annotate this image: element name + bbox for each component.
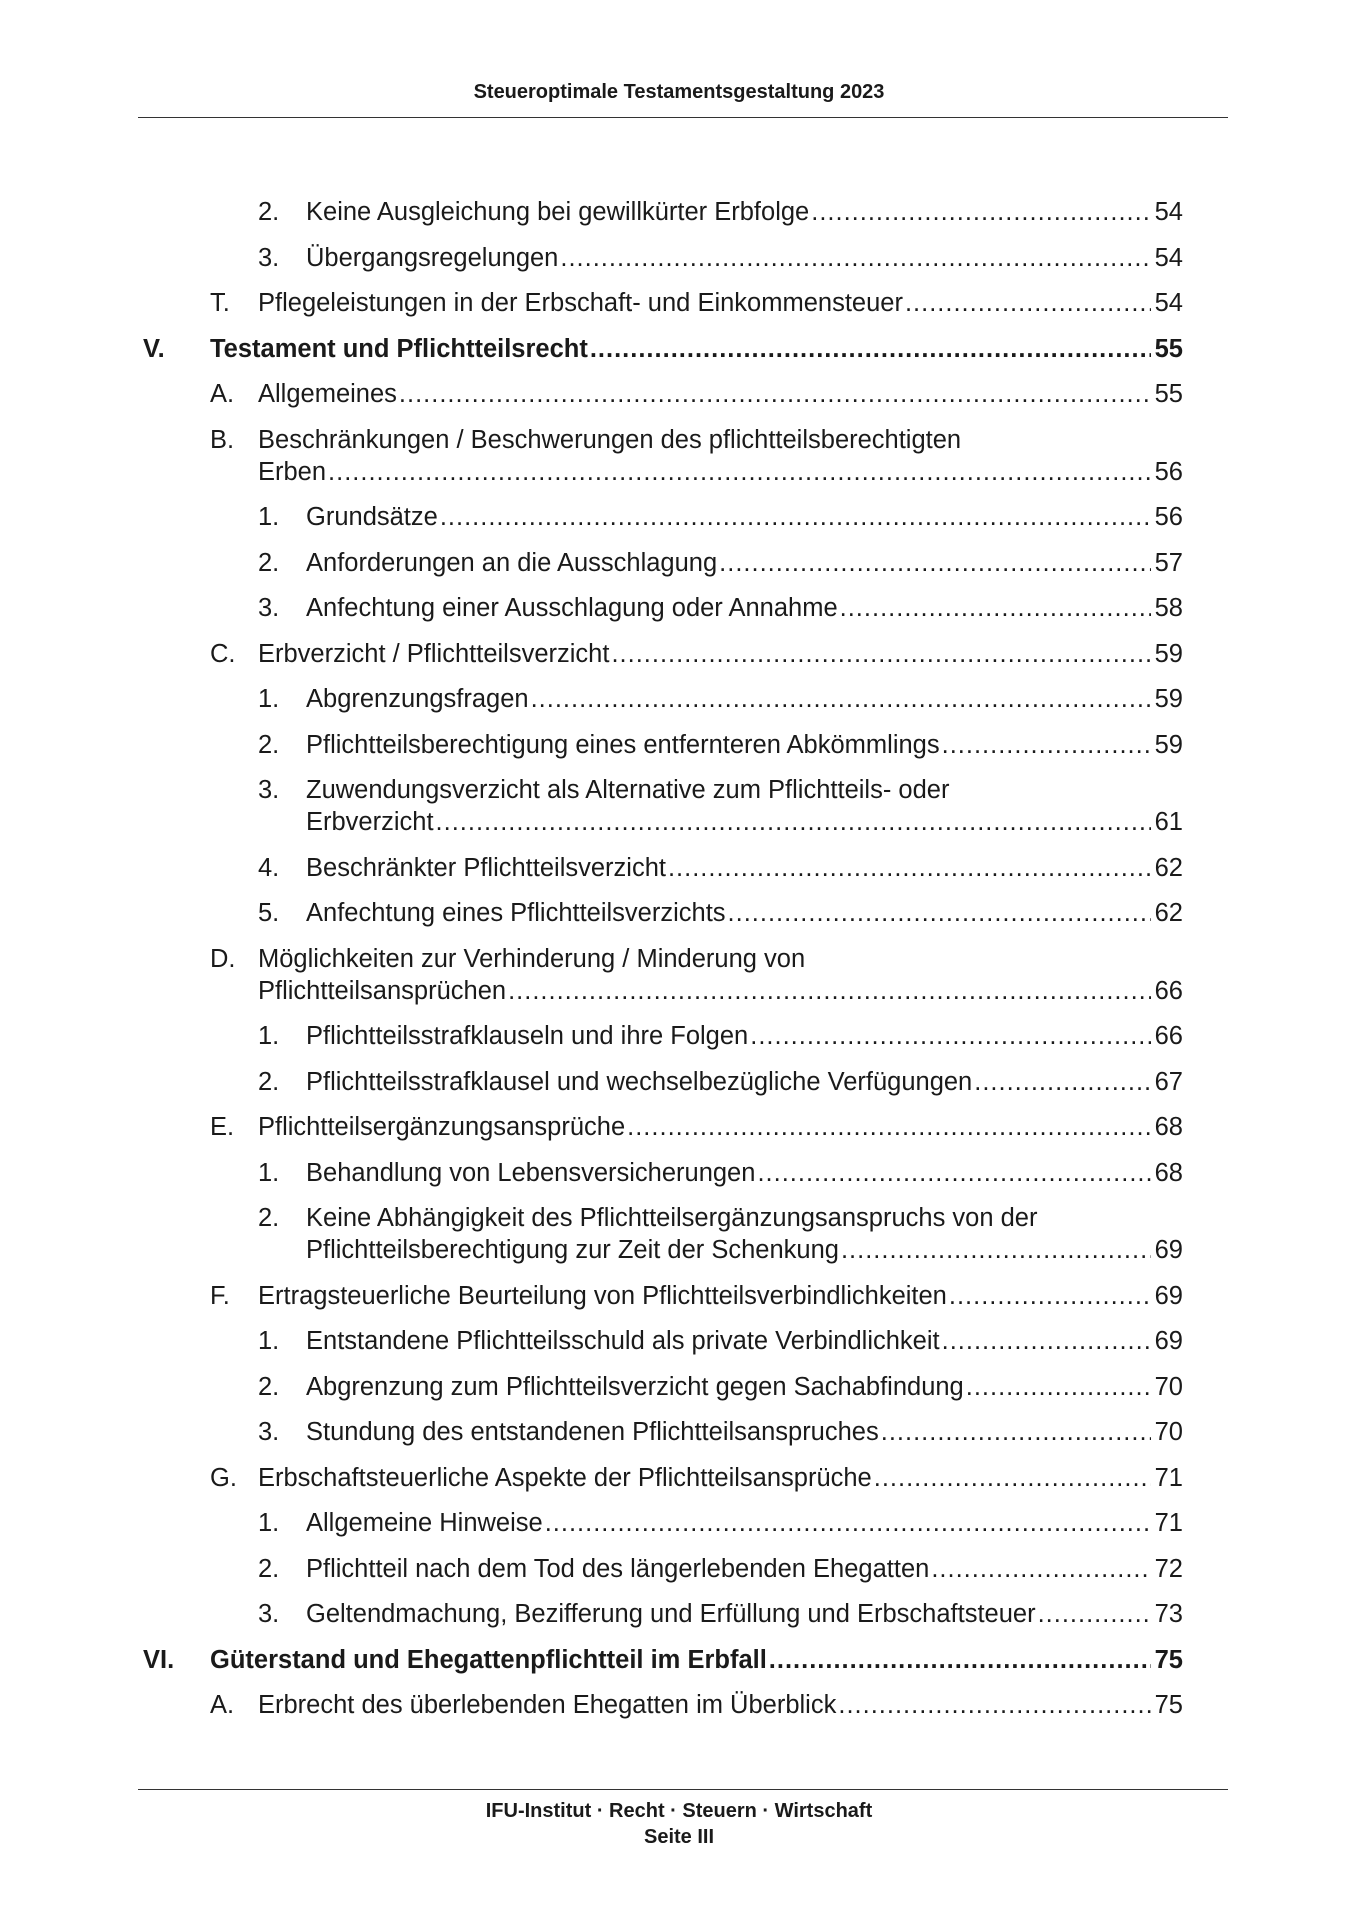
toc-page-number: 69 [1154,1281,1183,1310]
toc-dot-leader [531,683,1151,715]
toc-dot-leader [750,1020,1150,1052]
toc-entry-number: 1. [258,1327,280,1355]
toc-entry-title: Stundung des entstandenen Pflichtteilsanspruches [306,1418,879,1446]
toc-dot-leader [881,1416,1151,1448]
toc-dot-leader [611,638,1150,670]
toc-entry-number: B. [210,425,235,454]
toc-dot-leader [328,456,1151,488]
toc-entry-title: Übergangsregelungen [306,243,559,272]
toc-entry-title: Pflichtteilsergänzungsansprüche [258,1113,626,1141]
toc-page-number: 59 [1154,730,1183,759]
toc-entry-title: Möglichkeiten zur Verhinderung / Minderung von [258,944,806,973]
toc-dot-leader [840,592,1151,624]
toc-page-number: 59 [1154,639,1183,668]
toc-entry-title: Anfechtung eines Pflichtteilsverzichts [306,899,726,927]
toc-page-number: 54 [1154,198,1183,226]
toc-entry-title: Allgemeine Hinweise [306,1509,543,1537]
toc-dot-leader [966,1371,1151,1403]
toc-entry-title: Keine Ausgleichung bei gewillkürter Erbfolge [306,198,810,226]
toc-page-number: 71 [1154,1509,1183,1537]
toc-page-number: 56 [1154,457,1183,486]
toc-entry-title: Erbverzicht / Pflichtteilsverzicht [258,639,610,668]
toc-page-number: 62 [1154,899,1183,927]
toc-entry-number: V. [143,334,165,363]
toc-entry-title: Erbschaftsteuerliche Aspekte der Pflichtteilsansprüche [258,1463,872,1492]
toc-entry-number: A. [210,380,235,408]
toc-dot-leader [942,1325,1151,1357]
toc-entry-number: 2. [258,1067,280,1096]
toc-entry-title: Abgrenzungsfragen [306,685,529,713]
toc-dot-leader [728,897,1151,929]
toc-dot-leader [942,729,1151,761]
toc-entry-title: Pflichtteilsstrafklausel und wechselbezügliche Verfügungen [306,1067,973,1096]
toc-dot-leader [440,501,1151,533]
toc-entry-number: T. [210,289,230,317]
header-rule [138,117,1228,118]
toc-page-number: 71 [1154,1463,1183,1492]
toc-dot-leader [811,196,1150,228]
toc-entry-title: Pflichtteil nach dem Tod des längerlebenden Ehegatten [306,1554,930,1583]
toc-entry-title: Pflegeleistungen in der Erbschaft- und Einkommensteuer [258,289,903,317]
toc-page-number: 69 [1154,1327,1183,1355]
footer-institute: IFU-Institut · Recht · Steuern · Wirtschaft [485,1800,873,1822]
toc-dot-leader [949,1280,1151,1312]
toc-dot-leader [508,975,1151,1007]
toc-entry-number: 3. [258,594,280,622]
toc-entry-title: Entstandene Pflichtteilsschuld als private Verbindlichkeit [306,1327,940,1355]
toc-page-number: 59 [1154,685,1183,713]
footer-page-number: Seite III [643,1826,715,1848]
toc-page-number: 69 [1154,1236,1183,1264]
toc-entry-number: 2. [258,1204,280,1232]
toc-page-number: 55 [1154,380,1183,408]
toc-entry-title: Ertragsteuerliche Beurteilung von Pflichtteilsverbindlichkeiten [258,1281,947,1310]
toc-entry-title: Testament und Pflichtteilsrecht [210,334,588,363]
toc-dot-leader [627,1111,1150,1143]
toc-dot-leader [560,242,1150,274]
toc-page-number: 56 [1154,503,1183,531]
toc-dot-leader [974,1066,1150,1098]
toc-page-number: 57 [1154,548,1183,577]
toc-page-number: 70 [1154,1372,1183,1401]
toc-page-number: 54 [1154,243,1183,272]
toc-entry-number: 4. [258,853,280,882]
toc-entry-number: 2. [258,198,280,226]
toc-entry-title: Pflichtteilsberechtigung zur Zeit der Schenkung [306,1236,839,1264]
toc-dot-leader [719,547,1150,579]
toc-entry-number: 1. [258,503,280,531]
toc-entry-number: 1. [258,1158,280,1187]
toc-page-number: 73 [1154,1600,1183,1628]
toc-page-number: 70 [1154,1418,1183,1446]
toc-entry-title: Keine Abhängigkeit des Pflichtteilsergänzungsanspruchs von der [306,1204,1038,1232]
toc-entry-title: Erbrecht des überlebenden Ehegatten im Überblick [258,1691,837,1719]
toc-dot-leader [769,1644,1151,1676]
toc-page-number: 62 [1154,853,1183,882]
toc-dot-leader [757,1157,1150,1189]
toc-dot-leader [841,1234,1151,1266]
toc-entry-number: A. [210,1691,235,1719]
toc-entry-number: 1. [258,1022,280,1050]
toc-page-number: 75 [1154,1645,1183,1674]
toc-entry-number: 3. [258,776,280,804]
toc-entry-title: Abgrenzung zum Pflichtteilsverzicht gegen Sachabfindung [306,1372,964,1401]
toc-page-number: 68 [1154,1158,1183,1187]
toc-entry-title: Grundsätze [306,503,438,531]
toc-page-number: 72 [1154,1554,1183,1583]
toc-entry-number: 2. [258,548,280,577]
toc-entry-title: Güterstand und Ehegattenpflichtteil im Erbfall [210,1645,767,1674]
toc-dot-leader [668,852,1151,884]
footer-rule [138,1789,1228,1790]
toc-entry-number: 2. [258,1372,280,1401]
toc-page-number: 66 [1154,1022,1183,1050]
toc-entry-number: F. [210,1281,230,1310]
toc-page-number: 61 [1154,808,1183,836]
toc-dot-leader [590,333,1151,365]
toc-entry-number: D. [210,944,236,973]
page-header-title: Steueroptimale Testamentsgestaltung 2023 [473,81,885,103]
toc-entry-title: Anforderungen an die Ausschlagung [306,548,718,577]
toc-entry-number: 1. [258,685,280,713]
toc-entry-title: Erben [258,457,327,486]
toc-entry-number: 5. [258,899,280,927]
toc-dot-leader [931,1553,1150,1585]
toc-entry-title: Pflichtteilsberechtigung eines entfernteren Abkömmlings [306,730,940,759]
toc-entry-title: Behandlung von Lebensversicherungen [306,1158,756,1187]
toc-entry-title: Pflichtteilsansprüchen [258,976,507,1005]
toc-page-number: 68 [1154,1113,1183,1141]
toc-page-number: 75 [1154,1691,1183,1719]
toc-entry-title: Anfechtung einer Ausschlagung oder Annahme [306,594,838,622]
toc-entry-title: Erbverzicht [306,808,434,836]
toc-dot-leader [905,287,1151,319]
toc-entry-title: Beschränkungen / Beschwerungen des pflichtteilsberechtigten [258,425,962,454]
toc-entry-number: 2. [258,730,280,759]
toc-entry-number: 1. [258,1509,280,1537]
toc-dot-leader [874,1462,1151,1494]
toc-entry-number: C. [210,639,236,668]
toc-entry-number: E. [210,1113,235,1141]
toc-entry-number: 3. [258,1600,280,1628]
toc-dot-leader [399,378,1151,410]
toc-page-number: 54 [1154,289,1183,317]
toc-entry-number: 3. [258,243,280,272]
toc-dot-leader [436,806,1151,838]
toc-dot-leader [838,1689,1150,1721]
toc-entry-title: Zuwendungsverzicht als Alternative zum Pflichtteils- oder [306,776,950,804]
toc-entry-number: G. [210,1463,237,1492]
toc-entry-number: 2. [258,1554,280,1583]
toc-entry-title: Geltendmachung, Bezifferung und Erfüllung und Erbschaftsteuer [306,1600,1036,1628]
toc-entry-title: Beschränkter Pflichtteilsverzicht [306,853,666,882]
toc-entry-title: Pflichtteilsstrafklauseln und ihre Folgen [306,1022,749,1050]
toc-entry-number: VI. [143,1645,175,1674]
toc-entry-title: Allgemeines [258,380,397,408]
toc-dot-leader [1038,1598,1151,1630]
toc-page-number: 67 [1154,1067,1183,1096]
toc-entry-number: 3. [258,1418,280,1446]
toc-page-number: 58 [1154,594,1183,622]
toc-dot-leader [545,1507,1151,1539]
toc-page-number: 66 [1154,976,1183,1005]
toc-page-number: 55 [1154,334,1183,363]
